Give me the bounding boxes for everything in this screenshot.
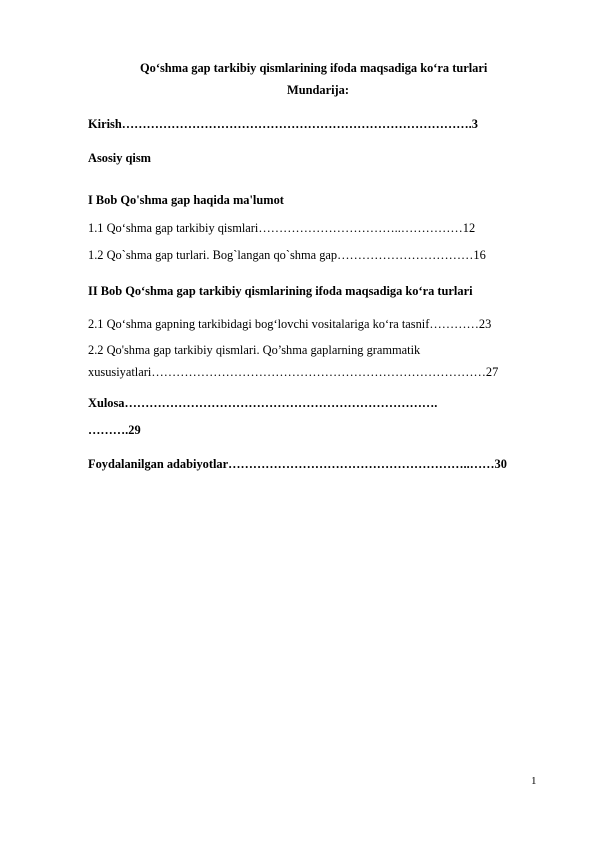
toc-entry-references: Foydalanilgan adabiyotlar…………………………………………………..……30 [88, 457, 507, 471]
toc-chapter-1: I Bob Qo'shma gap haqida ma'lumot [88, 193, 284, 207]
page-number: 1 [531, 775, 537, 787]
document-title: Qo‘shma gap tarkibiy qismlarining ifoda maqsadiga ko‘ra turlari [140, 61, 488, 75]
toc-heading: Mundarija: [287, 83, 349, 97]
toc-entry-2-2-line-1: 2.2 Qo'shma gap tarkibiy qismlari. Qo’shma gaplarning grammatik [88, 343, 421, 357]
toc-entry-1-2: 1.2 Qo`shma gap turlari. Bog`langan qo`shma gap……………………………16 [88, 248, 486, 262]
toc-entry-2-1: 2.1 Qo‘shma gapning tarkibidagi bog‘lovchi vositalariga ko‘ra tasnif…………23 [88, 317, 492, 331]
toc-entry-2-2-line-2: xususiyatlari………………………………………………………………………27 [88, 365, 499, 379]
toc-entry-conclusion-line-2: ……….29 [88, 423, 141, 437]
toc-entry-main-part: Asosiy qism [88, 151, 151, 165]
toc-entry-conclusion-line-1: Xulosa…………………………………………………………………. [88, 396, 438, 410]
toc-entry-intro: Kirish………………………………………………………………………….3 [88, 117, 478, 131]
toc-chapter-2: II Bob Qo‘shma gap tarkibiy qismlarining ifoda maqsadiga ko‘ra turlari [88, 284, 473, 298]
toc-entry-1-1: 1.1 Qo‘shma gap tarkibiy qismlari……………………………..……………12 [88, 221, 476, 235]
